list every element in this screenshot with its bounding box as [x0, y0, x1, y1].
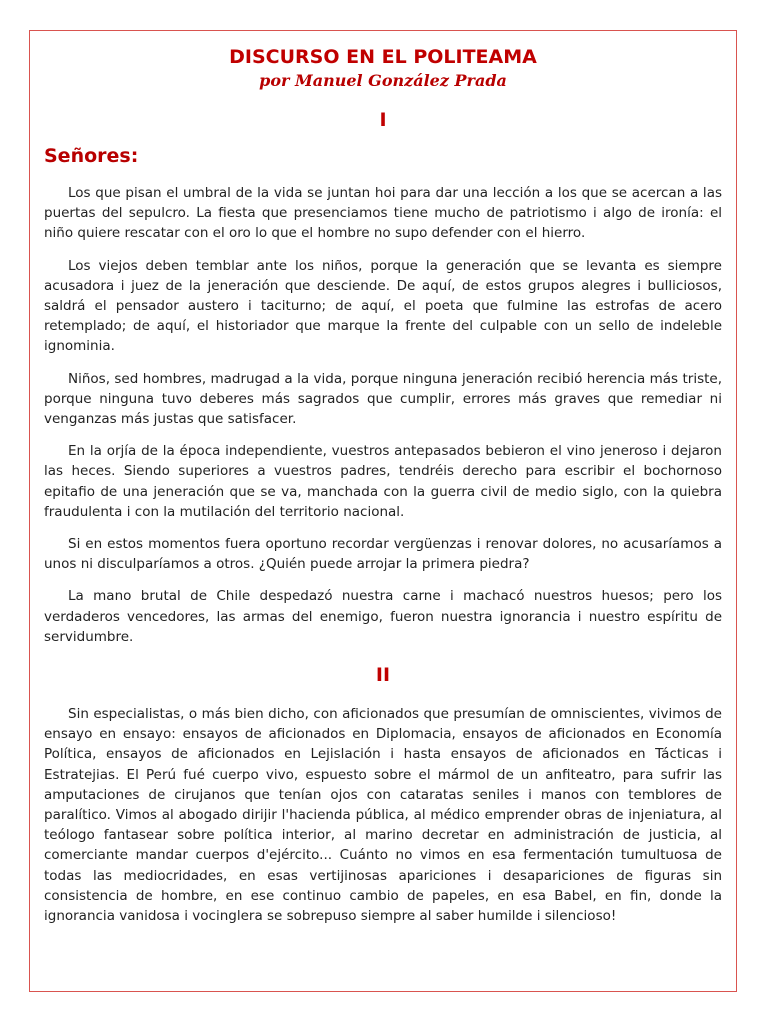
paragraph: Niños, sed hombres, madrugad a la vida, porque ninguna jeneración recibió herencia más triste, porque ninguna tuvo deberes más sagrados que cumplir, errores más graves que remediar ni venganzas más justas que satisfacer.	[44, 370, 722, 428]
section-2-text	[44, 704, 722, 926]
document-title: DISCURSO EN EL POLITEAMA	[229, 46, 537, 68]
author-line: por Manuel González Prada	[259, 71, 507, 90]
paragraph: Sin especialistas, o más bien dicho, con aficionados que presumían de omniscientes, vivimos de ensayo en ensayo: ensayos de aficionados en Diplomacia, ensayos de aficionados en Economía Política, ensayos de aficionados en Lejislación i hasta ensayos de aficionados en Tácticas i Estratejias. El Perú fué cuerpo vivo, espuesto sobre el mármol de un anfiteatro, para sufrir las amputaciones de cirujanos que tenían ojos con cataratas seniles i manos con temblores de paralítico. Vimos al abogado dirijir l'hacienda pública, al médico emprender obras de injeniatura, al teólogo fantasear sobre política interior, al marino decretar en administración de justicia, al comerciante mandar cuerpos d'ejército... Cuánto no vimos en esa fermentación tumultuosa de todas las mediocridades, en esas vertijinosas apariciones i desapariciones de figuras sin consistencia de hombre, en ese continuo cambio de papeles, en esa Babel, en fin, donde la ignorancia vanidosa i vocinglera se sobrepuso siempre al saber humilde i silencioso!	[44, 706, 722, 925]
paragraph: Los viejos deben temblar ante los niños, porque la generación que se levanta es siempre acusadora i juez de la jeneración que desciende. De aquí, de estos grupos alegres i bulliciosos, saldrá el pensador austero i taciturno; de aquí, el poeta que fulmine las estrofas de acero retemplado; de aquí, el historiador que marque la frente del culpable con un sello de indeleble ignominia.	[44, 257, 722, 355]
paragraph: Los que pisan el umbral de la vida se juntan hoi para dar una lección a los que se acercan a las puertas del sepulcro. La fiesta que presenciamos tiene mucho de patriotismo i algo de ironía: el niño quiere rescatar con el oro lo que el hombre no supo defender con el hierro.	[44, 185, 722, 242]
section-1-text	[44, 183, 722, 647]
document-body	[44, 45, 722, 926]
paragraph: Si en estos momentos fuera oportuno recordar vergüenzas i renovar dolores, no acusaríamos a unos ni disculparíamos a otros. ¿Quién puede arrojar la primera piedra?	[44, 536, 722, 573]
paragraph: En la orjía de la época independiente, vuestros antepasados bebieron el vino jeneroso i dejaron las heces. Siendo superiores a vuestros padres, tendréis derecho para escribir el bochornoso epitafio de una jeneración que se va, manchada con la guerra civil de medio siglo, con la quiebra fraudulenta i con la mutilación del territorio nacional.	[44, 443, 722, 520]
section-2-numeral: II	[375, 664, 391, 687]
section-1-numeral: I	[379, 109, 387, 131]
salutation-heading: Señores:	[44, 145, 139, 167]
paragraph: La mano brutal de Chile despedazó nuestra carne i machacó nuestros huesos; pero los verdaderos vencedores, las armas del enemigo, fueron nuestra ignorancia i nuestro espíritu de servidumbre.	[44, 588, 722, 645]
